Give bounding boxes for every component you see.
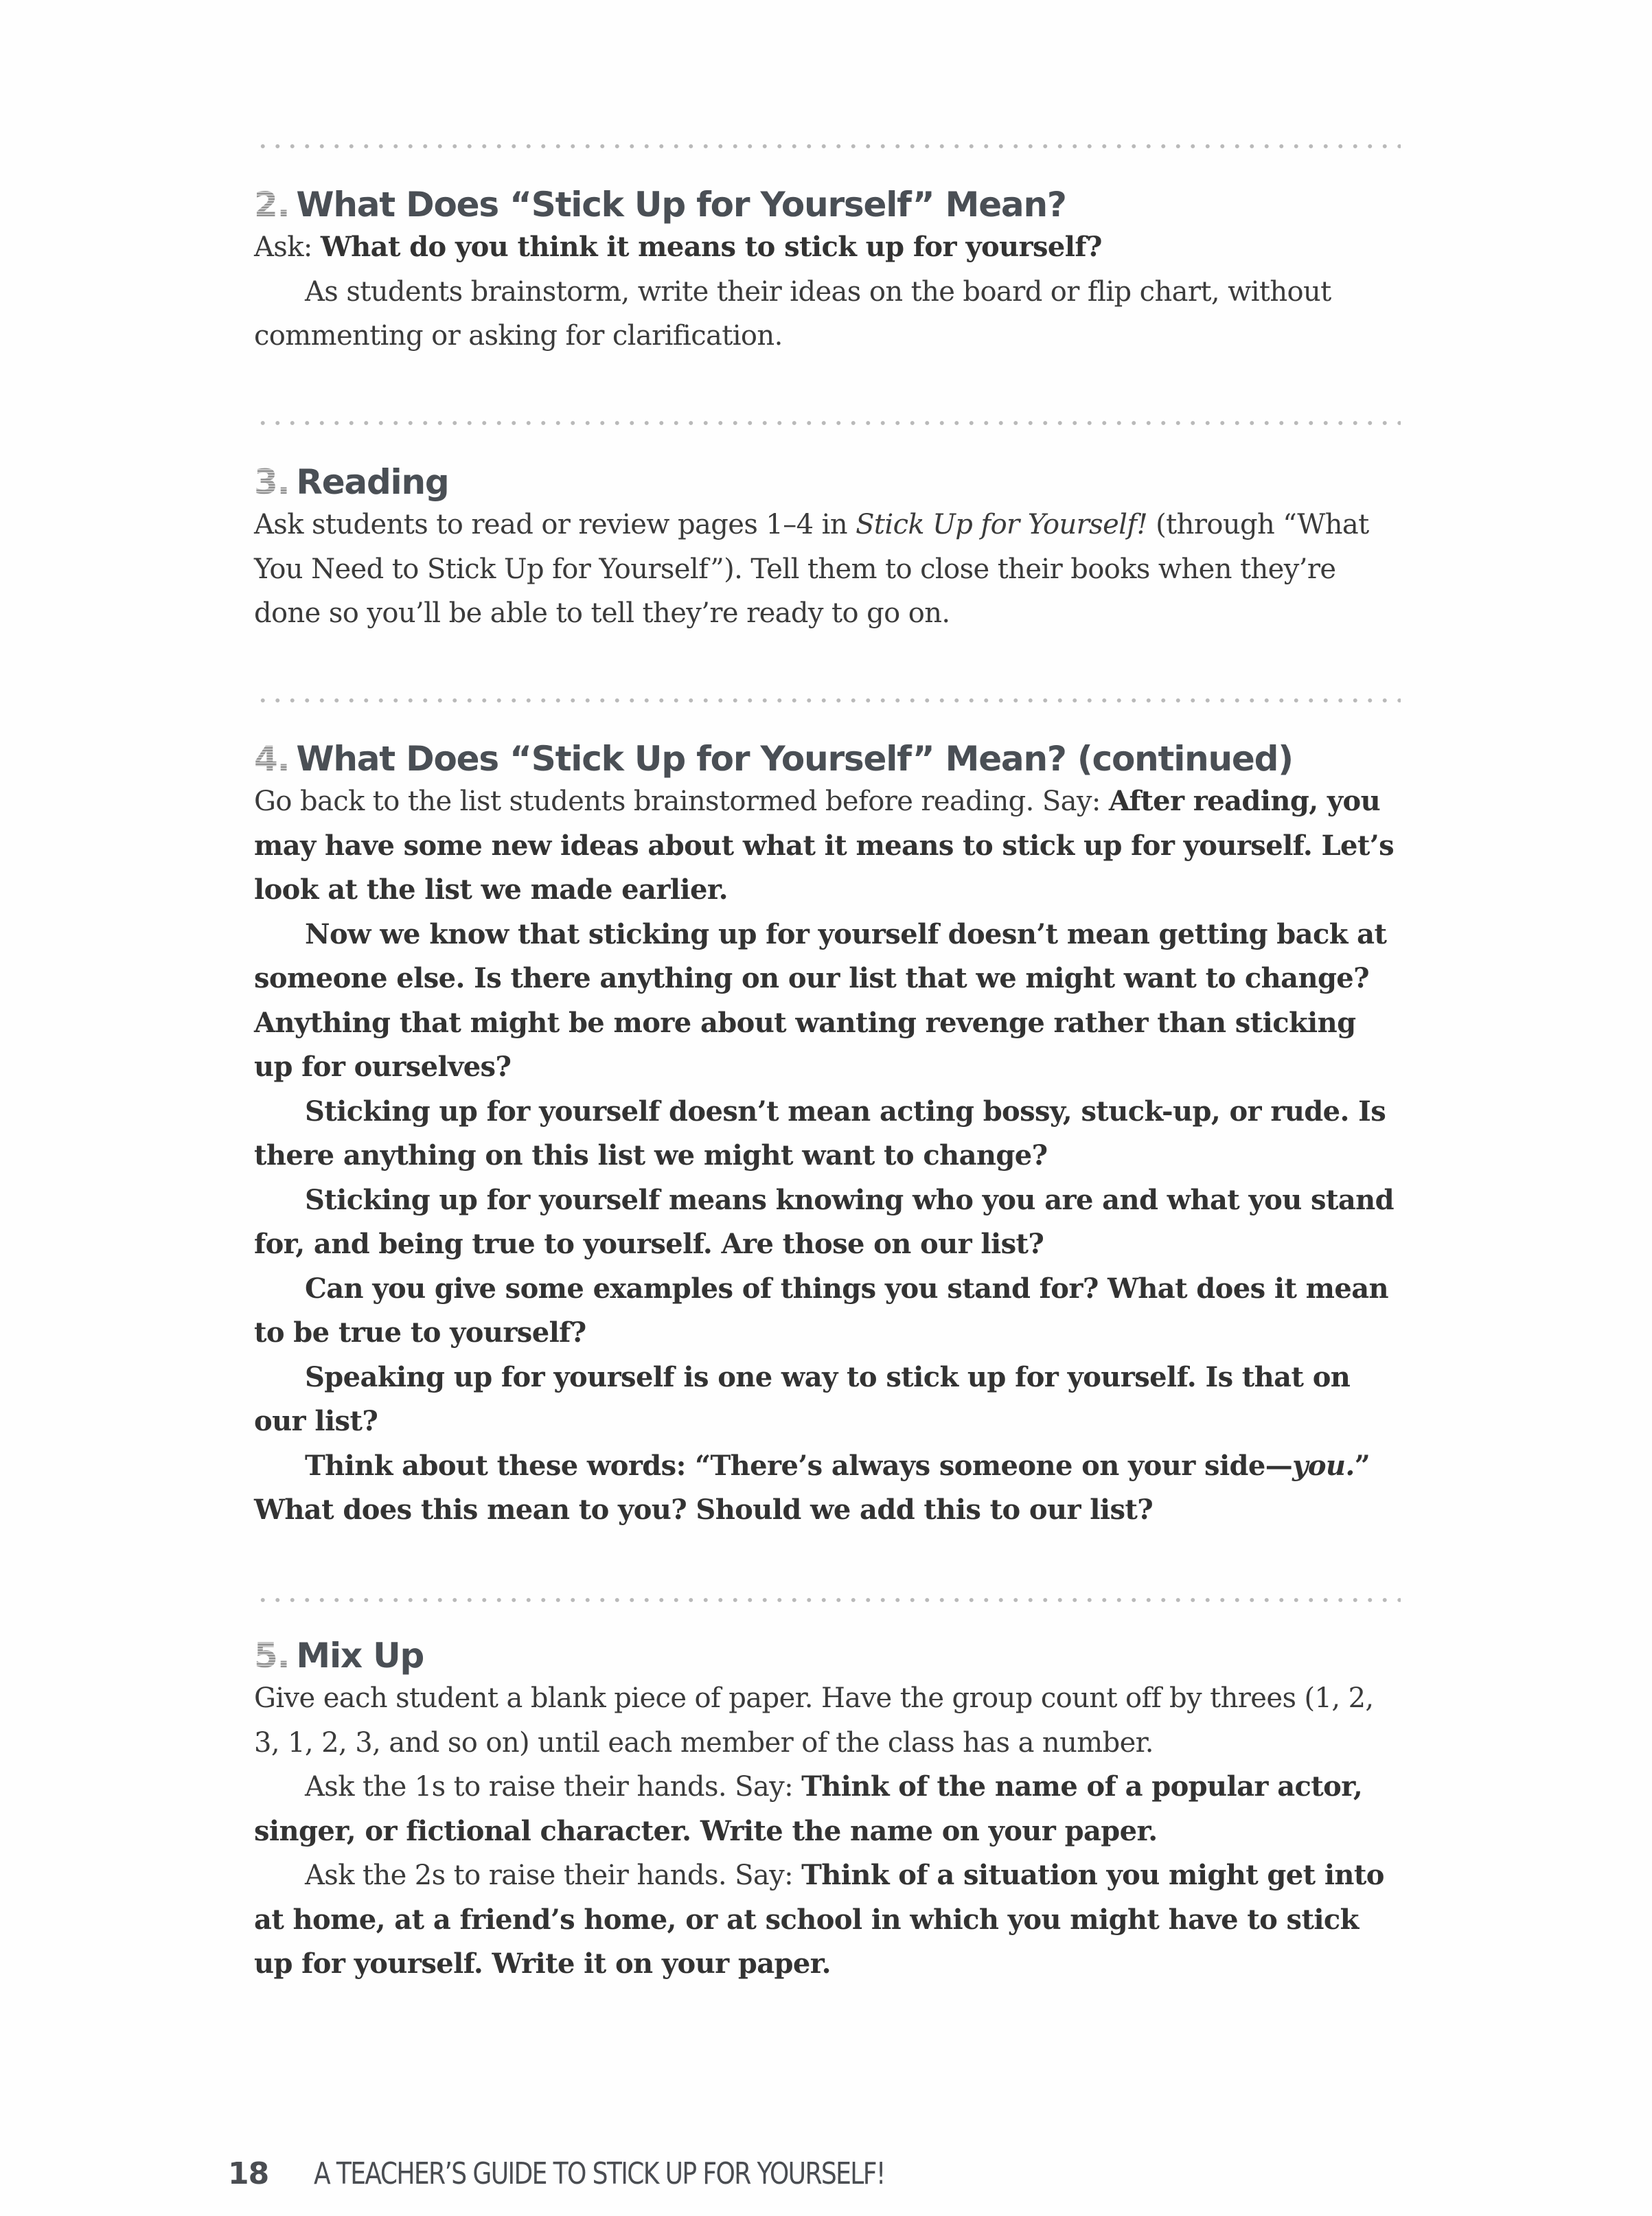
instruction-text: Give each student a blank piece of paper. Have the group count off by threes (1, 2, 3, 1, 2, 3, and so on) until each member of the class has a number. [254,1682,1374,1759]
section-heading [254,461,1401,503]
section-4-stick-up-meaning-continued [254,738,1401,1533]
section-body [254,503,1401,636]
dotted-separator [255,1597,1401,1603]
instruction-text: Ask the 1s to raise their hands. Say: [305,1771,802,1803]
paragraph [254,1676,1401,1765]
instruction-text: As students brainstorm, write their ideas on the board or flip chart, without commenting or asking for clarification. [254,275,1331,352]
spoken-prompt: Think about these words: “There’s always someone on your side— [305,1449,1293,1482]
page-footer [228,2156,1010,2191]
instruction-text: (through “What You Need to Stick Up for Yourself”). Tell them to close their books when they’re done so you’ll be able to tell they’re ready to go on. [254,509,1369,629]
section-number: 2. [254,185,290,225]
spoken-prompt: Speaking up for yourself is one way to stick up for yourself. Is that on our list? [254,1360,1351,1437]
section-title: What Does “Stick Up for Yourself” Mean? [296,185,1066,225]
section-body [254,779,1401,1533]
paragraph [254,1267,1401,1356]
dotted-separator [255,698,1401,703]
paragraph [254,913,1401,1090]
section-2-stick-up-meaning [254,184,1401,358]
section-title: Reading [296,462,449,502]
instruction-text: Ask: [254,231,321,263]
paragraph [254,1178,1401,1267]
section-body [254,1676,1401,1987]
dotted-separator [255,420,1401,426]
instruction-text: Stick Up for Yourself! [856,509,1148,540]
book-title: A TEACHER’S GUIDE TO STICK UP FOR YOURSELF! [314,2156,885,2191]
spoken-prompt: After reading, you may have some new ideas about what it means to stick up for yourself. Let’s look at the list we made earlier. [254,785,1395,906]
spoken-prompt: Think of the name of a popular actor, singer, or fictional character. Write the name on your paper. [254,1770,1363,1847]
section-3-reading [254,461,1401,636]
paragraph [254,270,1401,358]
section-heading [254,184,1401,225]
section-number: 4. [254,739,290,779]
section-title: What Does “Stick Up for Yourself” Mean? (continued) [296,739,1293,779]
instruction-text: Ask students to read or review pages 1–4 in [254,509,856,540]
paragraph [254,1853,1401,1987]
instruction-text: Ask the 2s to raise their hands. Say: [305,1860,802,1891]
spoken-prompt: Sticking up for yourself doesn’t mean acting bossy, stuck-up, or rude. Is there anything on this list we might want to change? [254,1095,1386,1172]
page-number: 18 [228,2156,269,2191]
dotted-separator [255,144,1401,149]
section-5-mix-up [254,1635,1401,1987]
spoken-prompt: Now we know that sticking up for yourself doesn’t mean getting back at someone else. Is there anything on our list that we might want to change? Anything that might be more about wanting revenge rather than sticking up for ourselves? [254,917,1387,1083]
section-number: 5. [254,1636,290,1676]
spoken-prompt: Can you give some examples of things you stand for? What does it mean to be true to yourself? [254,1272,1389,1349]
paragraph [254,503,1401,636]
paragraph [254,1356,1401,1444]
spoken-prompt: ” What does this mean to you? Should we add this to our list? [254,1449,1370,1526]
spoken-prompt: Think of a situation you might get into at home, at a friend’s home, or at school in which you might have to stick up for yourself. Write it on your paper. [254,1859,1384,1980]
paragraph [254,779,1401,913]
section-heading [254,738,1401,779]
paragraph [254,1444,1401,1533]
section-heading [254,1635,1401,1676]
spoken-prompt: you. [1292,1449,1355,1482]
paragraph [254,225,1401,270]
section-title: Mix Up [296,1636,424,1676]
spoken-prompt: What do you think it means to stick up for yourself? [320,231,1102,263]
instruction-text: Go back to the list students brainstormed before reading. Say: [254,786,1109,817]
paragraph [254,1090,1401,1178]
spoken-prompt: Sticking up for yourself means knowing who you are and what you stand for, and being true to yourself. Are those on our list? [254,1183,1394,1260]
paragraph [254,1765,1401,1853]
section-body [254,225,1401,358]
section-number: 3. [254,462,290,502]
